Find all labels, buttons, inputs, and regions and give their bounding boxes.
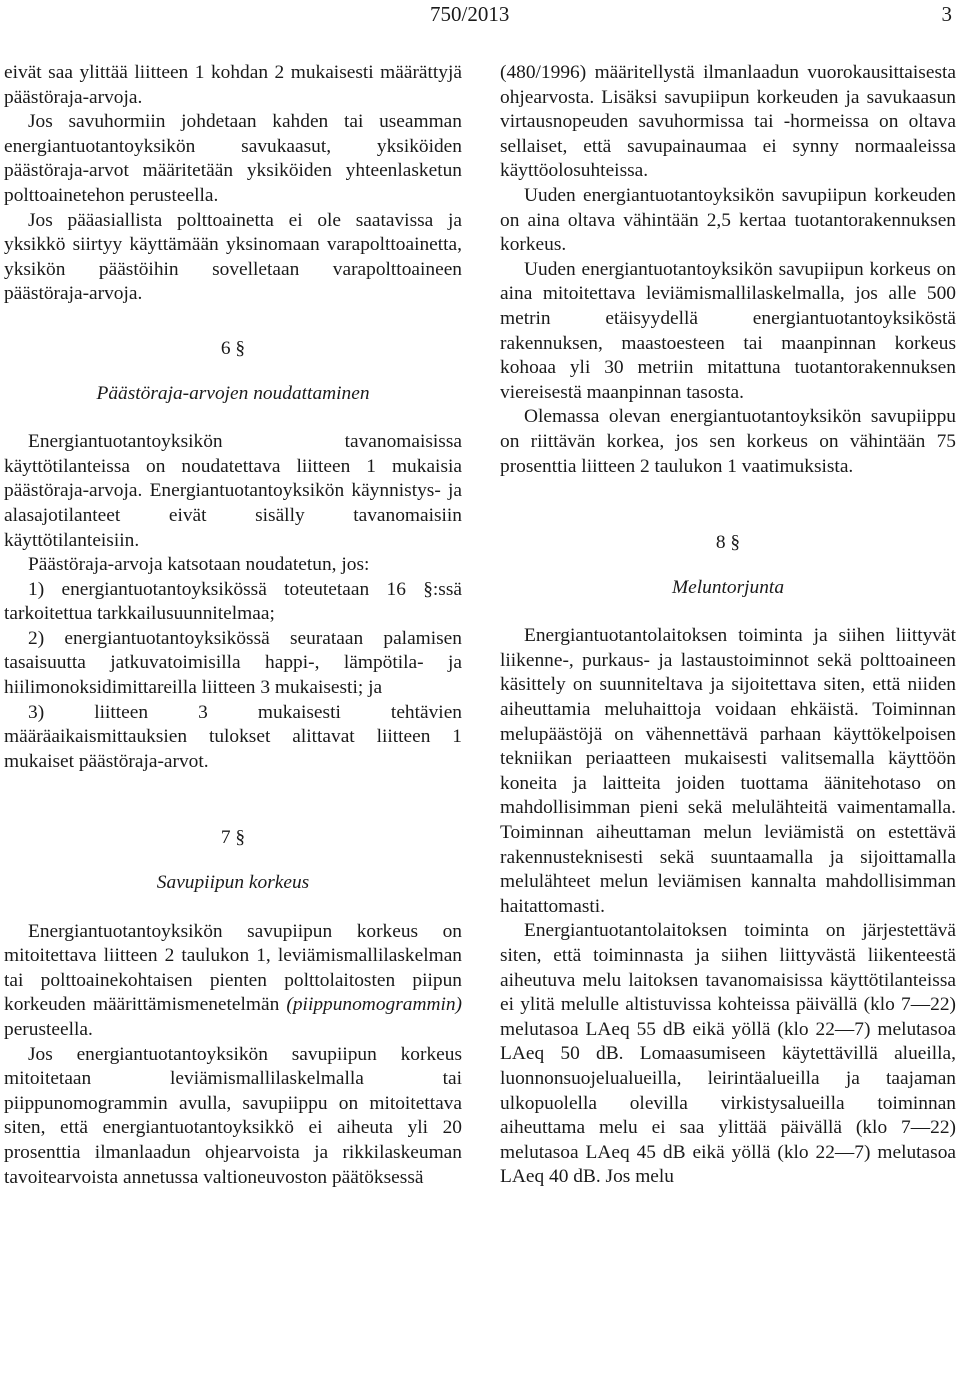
section-title: Savupiipun korkeus: [156, 872, 310, 894]
paragraph: [4, 920, 462, 1043]
section-number: 6 §: [220, 337, 246, 359]
paragraph: Energiantuotantoyksikön tavanomaisissa käyttötilanteissa on noudatettava liitteen 1 mukaisia päästöraja-arvoja. Energiantuotantoyksikön käynnistys- ja alasajotilanteet eivät sisälly tavanomaisiin käyttötilanteisiin.: [4, 431, 462, 551]
paragraph: Jos savuhormiin johdetaan kahden tai useamman energiantuotantoyksikön savukaasut, yksiköiden päästöraja-arvot määritetään yksiköiden yhteenlasketun polttoainetehon perusteella.: [4, 111, 462, 206]
paragraph-text: perusteella.: [4, 1019, 93, 1040]
list-item: 3) liitteen 3 mukaisesti tehtävien määräaikaismittauksien tulokset alittavat liitteen 1 mukaiset päästöraja-arvot.: [4, 701, 462, 772]
list-item: 1) energiantuotantoyksikössä toteutetaan 16 §:ssä tarkoitettua tarkkailusuunnitelmaa;: [4, 578, 462, 625]
paragraph: (480/1996) määritellystä ilmanlaadun vuorokausittaisesta ohjearvosta. Lisäksi savupiipun korkeuden ja savukaasun virtausnopeuden savuhormissa tai -hormeissa on oltava sellaiset, että savupainaumaa ei synny normaaleissa käyttöolosuhteissa.: [500, 62, 956, 182]
paragraph: Päästöraja-arvoja katsotaan noudatetun, jos:: [28, 554, 370, 576]
paragraph: Olemassa olevan energiantuotantoyksikön savupiippu on riittävän korkea, jos sen korkeus on vähintään 75 prosenttia liitteen 2 taulukon 1 vaatimuksista.: [500, 406, 956, 477]
section-title: Meluntorjunta: [671, 576, 785, 598]
document-number: 750/2013: [430, 2, 510, 26]
paragraph: Energiantuotantolaitoksen toiminta ja siihen liittyvät liikenne-, purkaus- ja lastaustoiminnot sekä polttoaineen käsittely on suunniteltava ja sijoitettava siten, että niiden aiheuttamia meluhaittoja voidaan ehkäistä. Toiminnan melupäästöjä on vähennettävä parhaan käyttökelpoisen tekniikan periaatteen mukaisesti valitsemalla käyttöön koneita ja laitteita joiden tuottama äänitehotaso on mahdollisimman pieni sekä melulähteitä vaimentamalla. Toiminnan aiheuttaman melun leviämistä on estettävä rakennusteknisesti sekä suuntaamalla ja sijoittamalla melulähteet melun leviämisen kannalta mahdollisimman haitattomasti.: [500, 625, 956, 917]
paragraph: Jos pääasiallista polttoainetta ei ole saatavissa ja yksikkö siirtyy käyttämään yksinomaan varapolttoainetta, yksikön päästöihin sovelletaan varapolttoaineen päästöraja-arvoja.: [4, 209, 462, 305]
paragraph: Jos energiantuotantoyksikön savupiipun korkeus mitoitetaan leviämismallilaskelmalla tai piippunomogrammin avulla, savupiippu on mitoitettava siten, että energiantuotantoyksikkö ei aiheuta yli 20 prosenttia ilmanlaadun ohjearvoista ja rikkilaskeuman tavoitearvoista annetussa valtioneuvoston päätöksessä: [4, 1043, 462, 1188]
section-number: 8 §: [715, 532, 741, 554]
paragraph: Energiantuotantolaitoksen toiminta on järjestettävä siten, että toiminnasta ja siihen liittyvästä liikenteestä aiheutuva melu laitoksen tavanomaisissa käyttötilanteissa ei ylitä melulle altistuvissa kohteissa päivällä (klo 7—22) melutasoa LAeq 55 dB eikä yöllä (klo 22—7) melutasoa LAeq 50 dB. Lomaasumiseen käytettävillä alueilla, luonnonsuojelualueilla, leirintäalueilla ja taajaman ulkopuolella olevilla virkistysalueilla toiminnan aiheuttama melu ei saa ylittää päivällä (klo 7—22) melutasoa LAeq 45 dB eikä yöllä (klo 22—7) melutasoa LAeq 40 dB. Jos melu: [500, 920, 956, 1188]
paragraph-text: Energiantuotantoyksikön savupiipun korkeus on mitoitettava liitteen 2 taulukon 1, leviämismallilaskelman tai polttoainekohtaisen pienten polttolaitosten piipun korkeuden määrittämismenetelmän: [4, 920, 462, 1016]
paragraph: eivät saa ylittää liitteen 1 kohdan 2 mukaisesti määrättyjä päästöraja-arvoja.: [4, 62, 462, 108]
page-number: 3: [941, 2, 952, 26]
section-title: Päästöraja-arvojen noudattaminen: [96, 382, 370, 404]
left-column: [4, 61, 462, 1190]
paragraph: Uuden energiantuotantoyksikön savupiipun korkeuden on aina oltava vähintään 2,5 kertaa tuotantorakennuksen korkeus.: [500, 184, 956, 256]
list-item: 2) energiantuotantoyksikössä seurataan palamisen tasaisuutta jatkuvatoimisilla happi-, lämpötila- ja hiilimonoksidimittareilla liitteen 3 mukaisesti; ja: [4, 627, 462, 699]
italic-term: (piippunomogrammin): [286, 994, 462, 1016]
right-column: [500, 61, 956, 1190]
paragraph: Uuden energiantuotantoyksikön savupiipun korkeus on aina mitoitettava leviämismallilaskelmalla, jos alle 500 metrin etäisyydellä energiantuotantoyksiköstä rakennuksen, maastoesteen tai maanpinnan korkeus kohoaa yli 30 metriin mitattuna tuotantorakennuksen viereisestä maanpinnan tasosta.: [500, 258, 956, 403]
section-number: 7 §: [220, 827, 246, 849]
